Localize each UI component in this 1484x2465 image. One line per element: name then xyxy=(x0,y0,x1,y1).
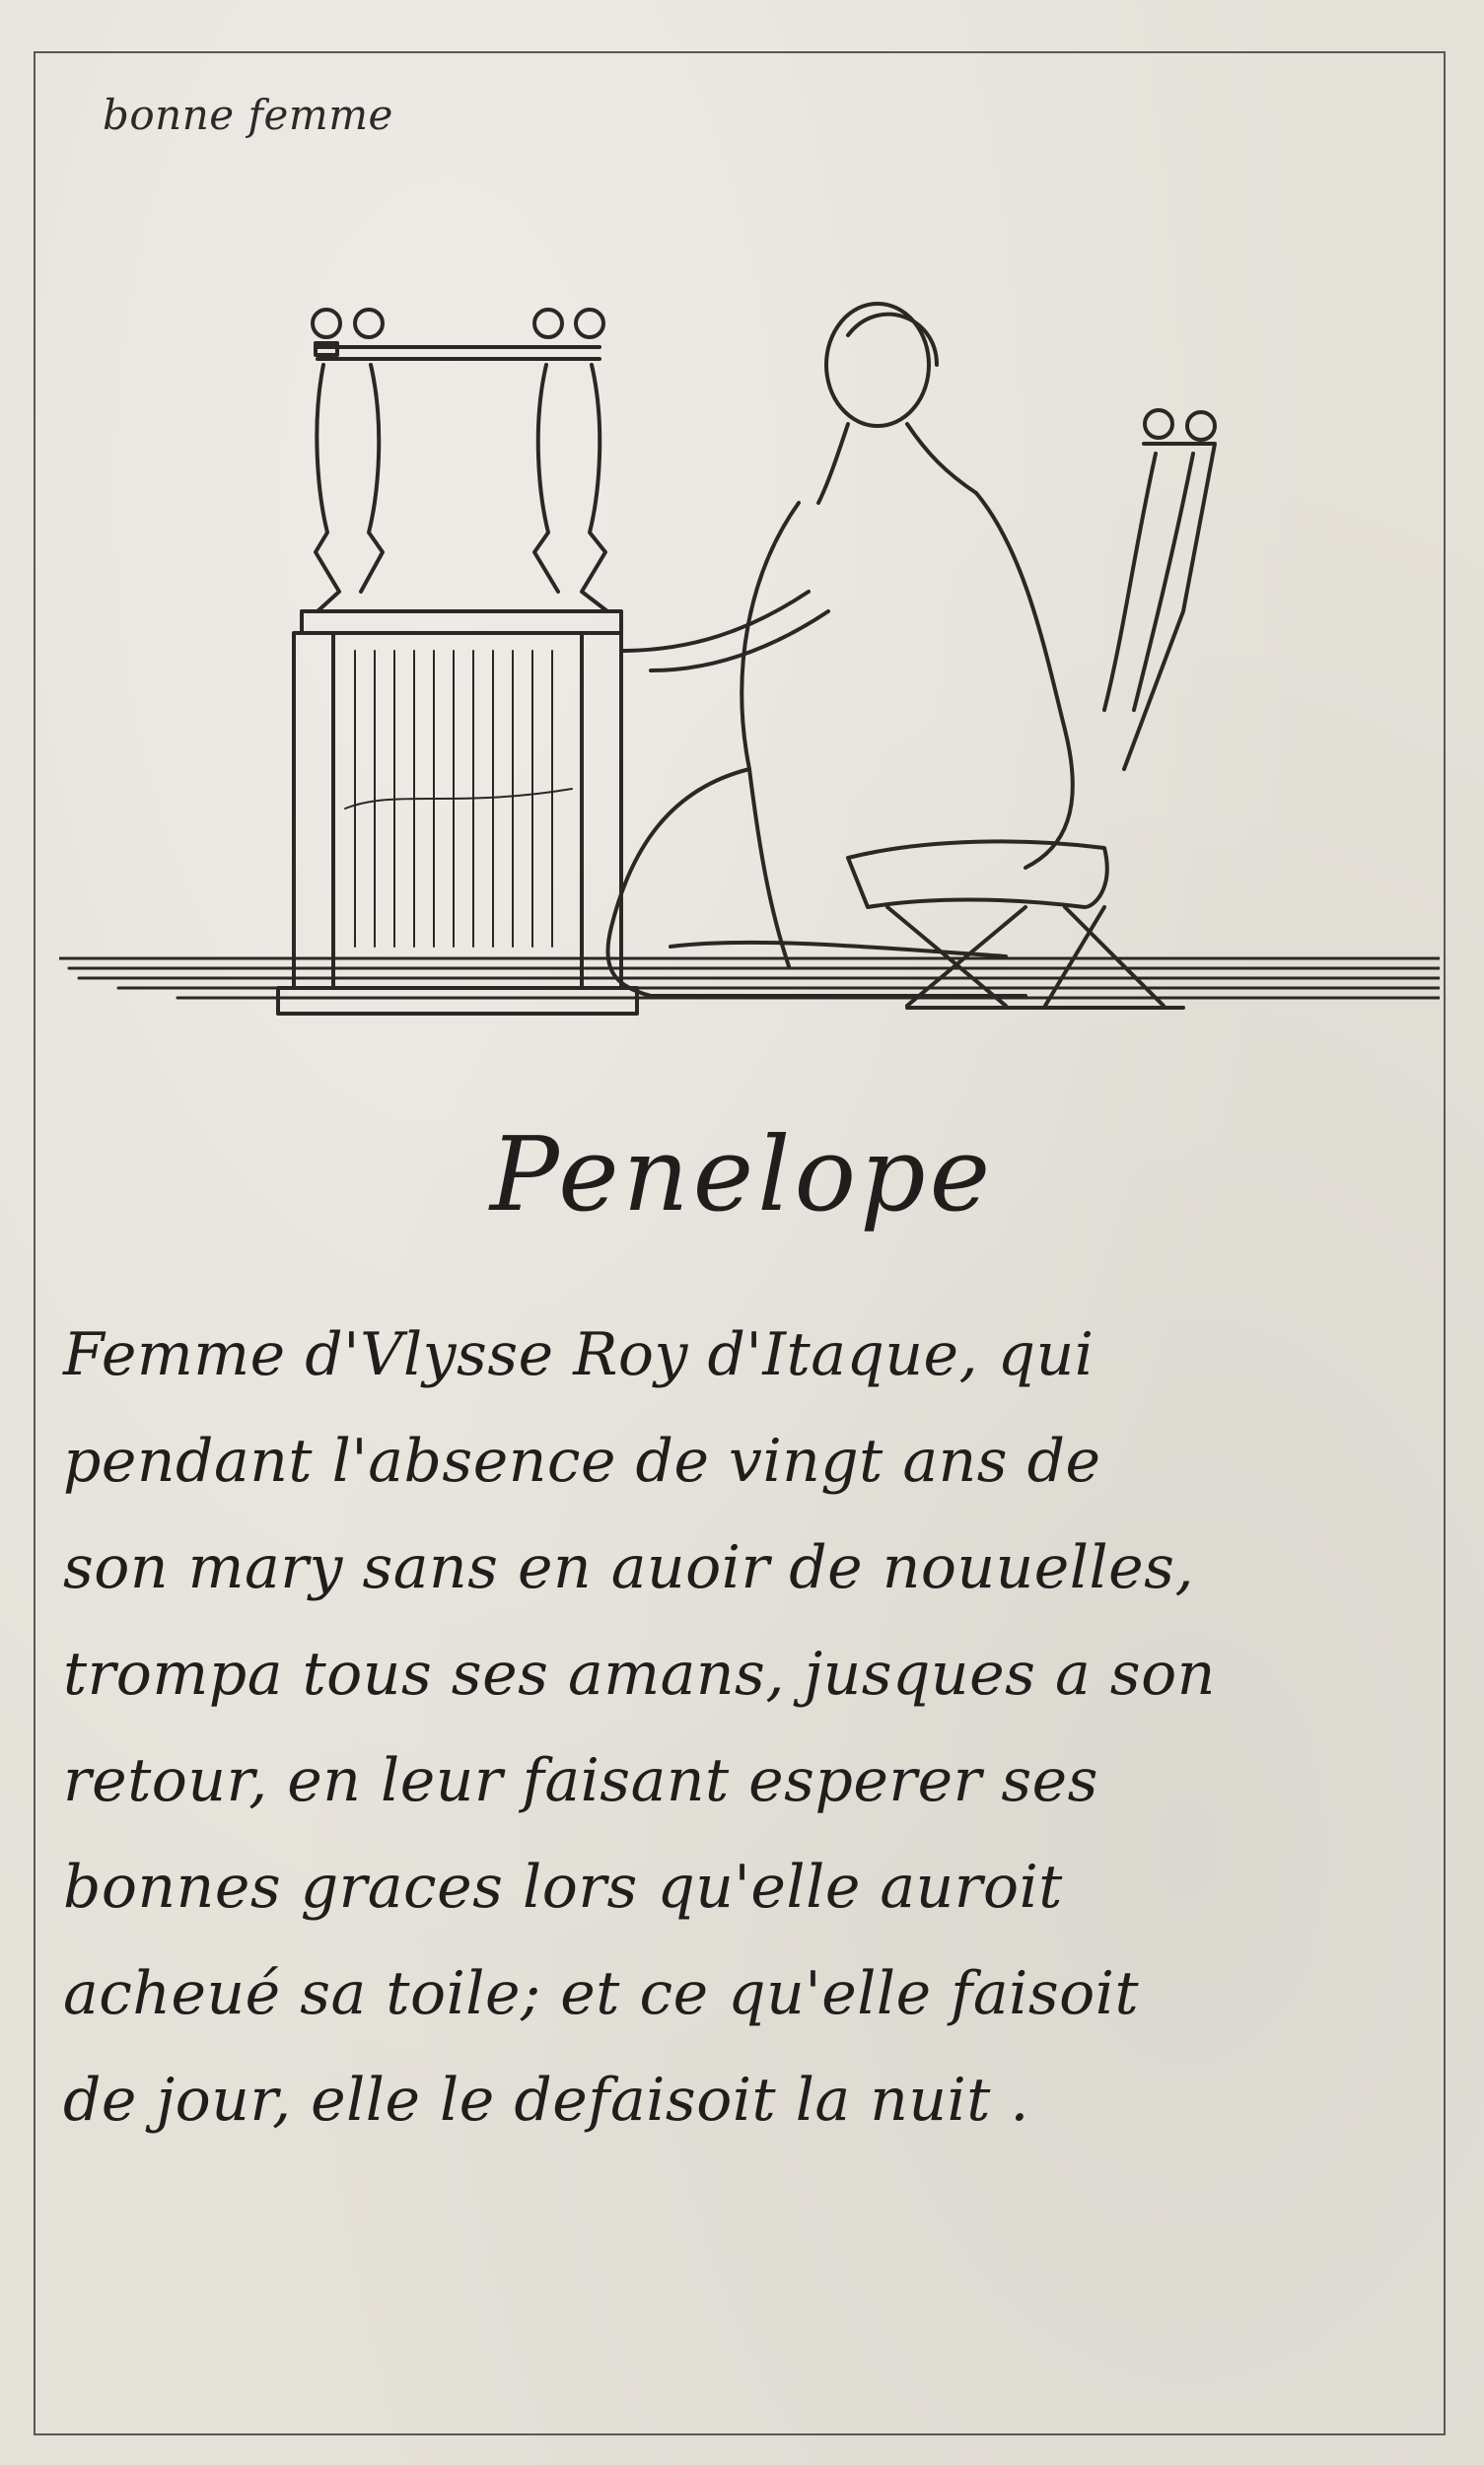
card-description xyxy=(63,1302,1444,2153)
ground-hatching xyxy=(59,958,1440,998)
penelope-loom-illustration xyxy=(59,256,1440,1045)
description-line: trompa tous ses amans, jusques a son xyxy=(63,1640,1216,1709)
card-title: Penelope xyxy=(489,1114,995,1234)
loom xyxy=(278,310,637,1014)
corner-label: bonne femme xyxy=(103,91,393,139)
description-line: retour, en leur faisant esperer ses xyxy=(63,1746,1098,1815)
description-line: bonnes graces lors qu'elle auroit xyxy=(63,1853,1063,1922)
description-line: de jour, elle le defaisoit la nuit . xyxy=(63,2066,1029,2135)
description-line: acheué sa toile; et ce qu'elle faisoit xyxy=(63,1959,1140,2028)
description-line: Femme d'Vlysse Roy d'Itaque, qui xyxy=(63,1320,1095,1389)
description-line: son mary sans en auoir de nouuelles, xyxy=(63,1533,1195,1602)
description-line: pendant l'absence de vingt ans de xyxy=(63,1427,1101,1496)
chair xyxy=(848,410,1215,1008)
seated-woman xyxy=(607,304,1072,996)
